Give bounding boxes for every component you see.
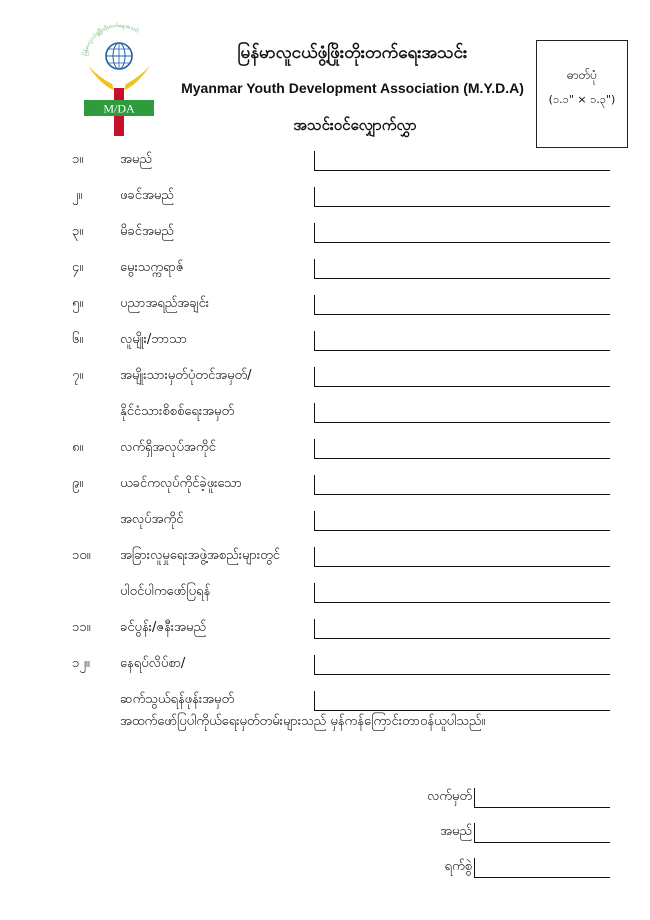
- field-label: အမည်: [120, 152, 152, 167]
- birth-date-field[interactable]: [314, 259, 610, 279]
- signature-name-label: အမည်: [440, 824, 472, 839]
- current-job-field[interactable]: [314, 439, 610, 459]
- signature-name-field[interactable]: [474, 823, 610, 843]
- signature-row: [0, 823, 650, 845]
- form-row: [0, 655, 650, 677]
- field-number: ၁၁။: [72, 620, 91, 635]
- field-label: လူမျိုး/ဘာသာ: [120, 332, 187, 347]
- form-row: [0, 367, 650, 389]
- field-number: ၁။: [72, 152, 84, 167]
- address-field[interactable]: [314, 655, 610, 675]
- other-organizations-field[interactable]: [314, 547, 610, 567]
- field-label: ယခင်ကလုပ်ကိုင်ခဲ့ဖူးသော: [120, 476, 242, 491]
- field-label: ဖခင်အမည်: [120, 188, 174, 203]
- national-id-field[interactable]: [314, 367, 610, 387]
- form-row: [0, 619, 650, 641]
- declaration-text: အထက်ဖော်ပြပါကိုယ်ရေးမှတ်တမ်းများသည် မှန်ကန်ကြောင်းတာဝန်ယူပါသည်။: [120, 714, 486, 729]
- field-label: အမျိုးသားမှတ်ပုံတင်အမှတ်/: [120, 368, 252, 383]
- previous-job-field-2[interactable]: [314, 511, 610, 531]
- signature-row: [0, 858, 650, 880]
- form-row: [0, 583, 650, 605]
- field-number: ၂။: [72, 188, 83, 203]
- spouse-name-field[interactable]: [314, 619, 610, 639]
- logo-arc-text: မြန်မာလူငယ်ဖွံ့ဖြိုးတိုးတက်ရေးအသင်း: [82, 22, 140, 57]
- previous-job-field[interactable]: [314, 475, 610, 495]
- name-field[interactable]: [314, 151, 610, 171]
- form-row: [0, 475, 650, 497]
- signature-field[interactable]: [474, 788, 610, 808]
- field-label: နိုင်ငံသားစိစစ်ရေးအမှတ်: [120, 404, 235, 419]
- field-label: အလုပ်အကိုင်: [120, 512, 184, 527]
- field-number: ၉။: [72, 476, 84, 491]
- photo-label: ဓာတ်ပုံ: [566, 68, 598, 82]
- field-number: ၇။: [72, 368, 84, 383]
- form-row: [0, 511, 650, 533]
- field-label: ဆက်သွယ်ရန်ဖုန်းအမှတ်: [120, 692, 235, 707]
- field-label: အခြားလူမှုရေးအဖွဲ့အစည်းများတွင်: [120, 548, 280, 563]
- field-number: ၄။: [72, 260, 84, 275]
- photo-size: (၁.၁" × ၁.၃"): [548, 93, 616, 106]
- field-number: ၈။: [72, 440, 84, 455]
- myda-logo: [78, 20, 160, 138]
- date-label: ရက်စွဲ: [444, 859, 472, 874]
- education-field[interactable]: [314, 295, 610, 315]
- field-label: ပညာအရည်အချင်း: [120, 296, 210, 311]
- other-organizations-field-2[interactable]: [314, 583, 610, 603]
- mother-name-field[interactable]: [314, 223, 610, 243]
- field-label: ခင်ပွန်း/ဇနီးအမည်: [120, 620, 207, 635]
- form-row: [0, 259, 650, 281]
- form-row: [0, 223, 650, 245]
- form-row: [0, 403, 650, 425]
- field-number: ၃။: [72, 224, 84, 239]
- field-label: မိခင်အမည်: [120, 224, 174, 239]
- form-row: [0, 691, 650, 713]
- org-title-english: Myanmar Youth Development Association (M.Y.D.A): [181, 80, 524, 96]
- logo-text: M/DA: [103, 101, 135, 116]
- field-number: ၁၀။: [72, 548, 91, 563]
- field-label: လက်ရှိအလုပ်အကိုင်: [120, 440, 216, 455]
- photo-box[interactable]: [536, 40, 628, 148]
- ethnicity-religion-field[interactable]: [314, 331, 610, 351]
- field-label: မွေးသက္ကရာဇ်: [120, 260, 184, 275]
- field-label: နေရပ်လိပ်စာ/: [120, 656, 186, 671]
- father-name-field[interactable]: [314, 187, 610, 207]
- form-row: [0, 295, 650, 317]
- signature-label: လက်မှတ်: [427, 789, 472, 804]
- phone-field[interactable]: [314, 691, 610, 711]
- form-row: [0, 187, 650, 209]
- form-row: [0, 331, 650, 353]
- form-row: [0, 151, 650, 173]
- form-row: [0, 547, 650, 569]
- citizenship-id-field[interactable]: [314, 403, 610, 423]
- form-title: အသင်းဝင်လျှောက်လွှာ: [293, 116, 417, 134]
- field-label: ပါဝင်ပါကဖော်ပြရန်: [120, 584, 211, 599]
- org-title-myanmar: မြန်မာလူငယ်ဖွံ့ဖြိုးတိုးတက်ရေးအသင်း: [237, 43, 468, 63]
- field-number: ၁၂။: [72, 656, 90, 671]
- field-number: ၆။: [72, 332, 84, 347]
- date-field[interactable]: [474, 858, 610, 878]
- field-number: ၅။: [72, 296, 84, 311]
- signature-row: [0, 788, 650, 810]
- globe-icon: [106, 43, 132, 69]
- form-row: [0, 439, 650, 461]
